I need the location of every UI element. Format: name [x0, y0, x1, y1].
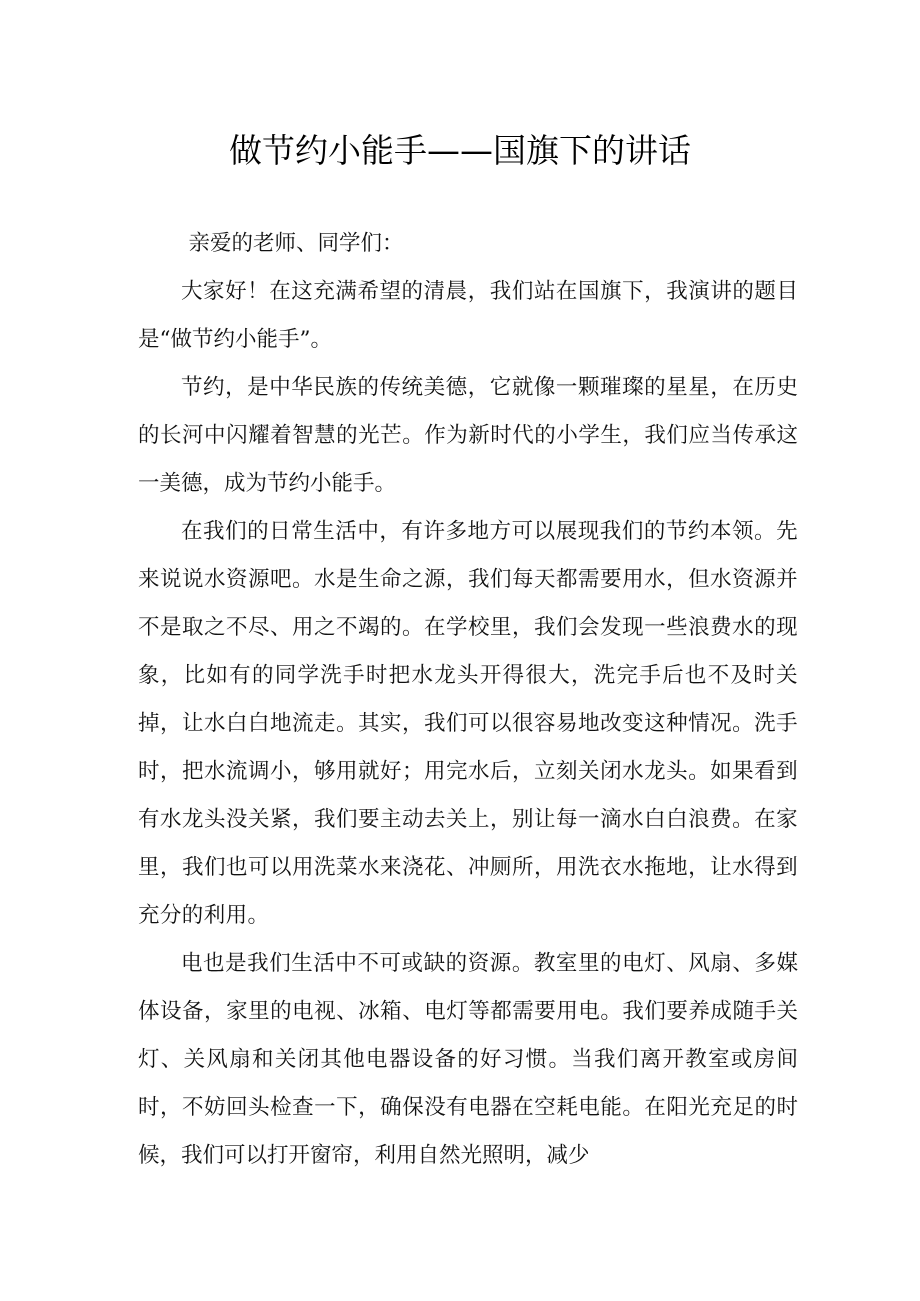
paragraph-electricity-saving: 电也是我们生活中不可或缺的资源。教室里的电灯、风扇、多媒体设备，家里的电视、冰箱、电灯等都需要用电。我们要养成随手关灯、关风扇和关闭其他电器设备的好习惯。当我们离开教室或房间时，不妨回头检查一下，确保没有电器在空耗电能。在阳光充足的时候，我们可以打开窗帘，利用自然光照明，减少 [138, 951, 798, 1168]
document-title: 做节约小能手——国旗下的讲话 [229, 131, 691, 170]
paragraph-thrift-intro: 节约，是中华民族的传统美德，它就像一颗璀璨的星星，在历史的长河中闪耀着智慧的光芒。作为新时代的小学生，我们应当传承这一美德，成为节约小能手。 [138, 375, 798, 496]
paragraph-greeting: 大家好！在这充满希望的清晨，我们站在国旗下，我演讲的题目是“做节约小能手”。 [138, 279, 798, 352]
paragraph-salutation: 亲爱的老师、同学们： [188, 231, 404, 256]
paragraph-water-saving: 在我们的日常生活中，有许多地方可以展现我们的节约本领。先来说说水资源吧。水是生命之源，我们每天都需要用水，但水资源并不是取之不尽、用之不竭的。在学校里，我们会发现一些浪费水的现象，比如有的同学洗手时把水龙头开得很大，洗完手后也不及时关掉，让水白白地流走。其实，我们可以很容易地改变这种情况。洗手时，把水流调小，够用就好；用完水后，立刻关闭水龙头。如果看到有水龙头没关紧，我们要主动去关上，别让每一滴水白白浪费。在家里，我们也可以用洗菜水来浇花、冲厕所，用洗衣水拖地，让水得到充分的利用。 [138, 519, 798, 928]
document-body [138, 220, 798, 1180]
